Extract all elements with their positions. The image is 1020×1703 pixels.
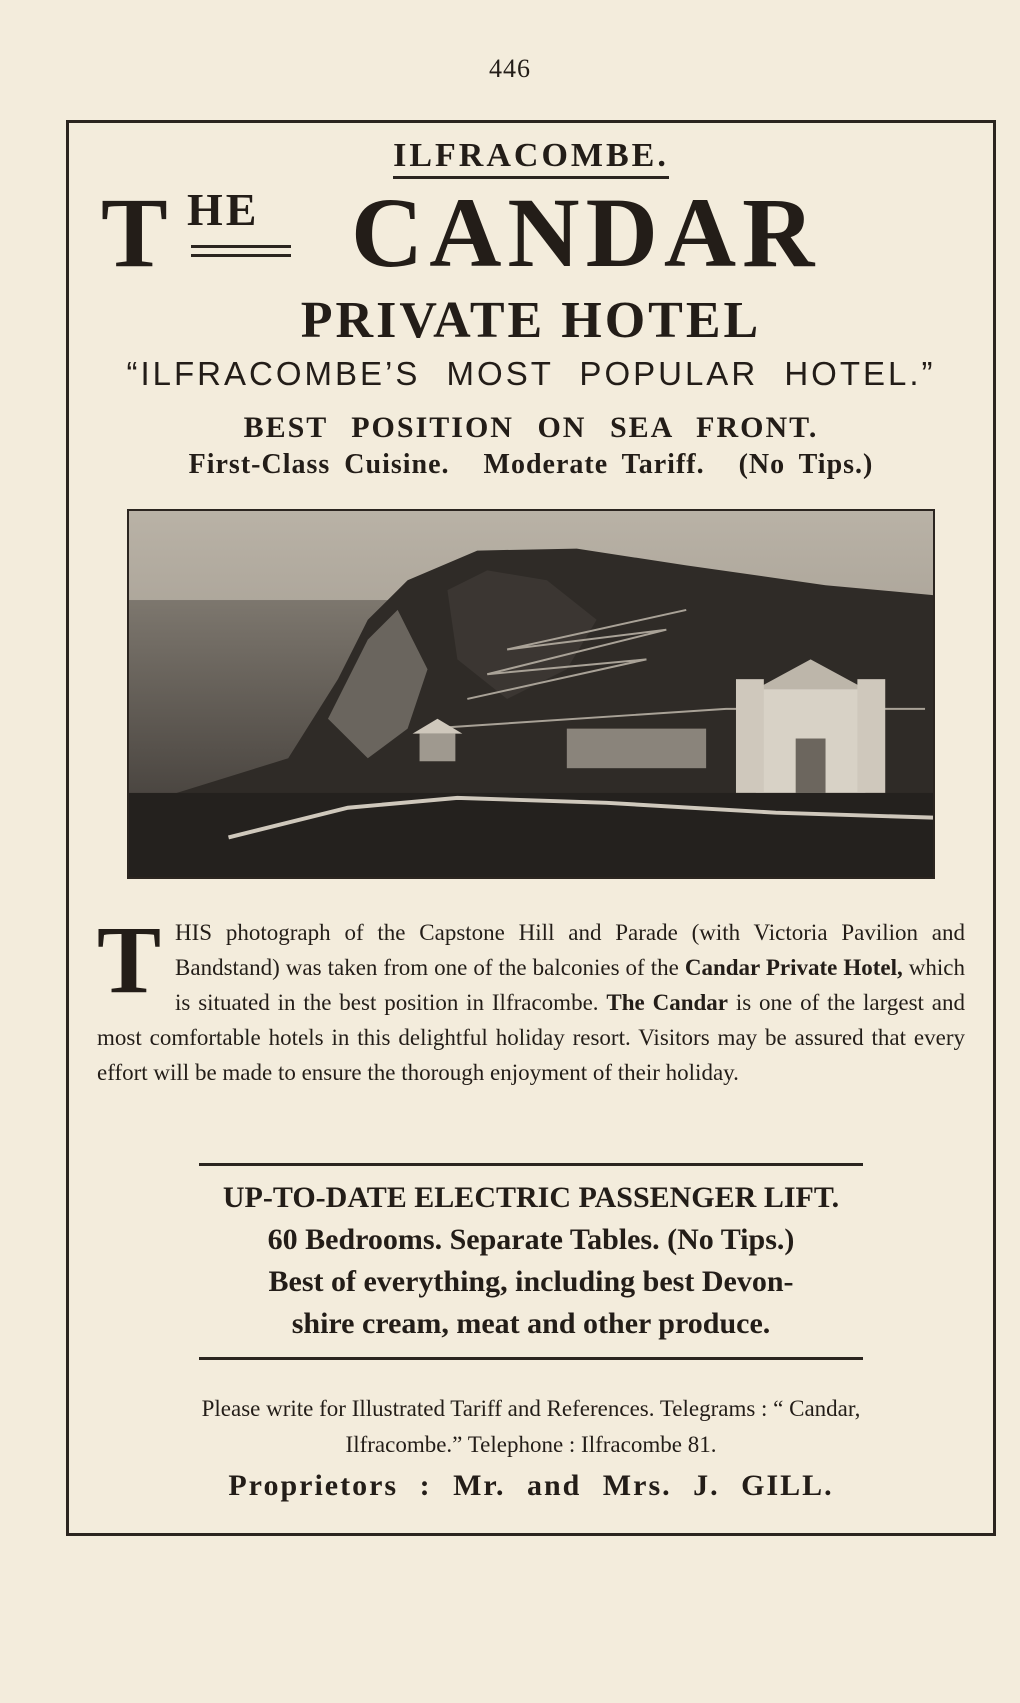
contact-line-1: Please write for Illustrated Tariff and References. Telegrams : “ Candar, <box>201 1396 861 1421</box>
feature-tariff: Moderate Tariff. <box>483 449 705 480</box>
amenity-produce-2: shire cream, meat and other produce. <box>291 1307 771 1340</box>
subtitle: PRIVATE HOTEL <box>300 292 762 349</box>
slogan: “ILFRACOMBE’S MOST POPULAR HOTEL.” <box>126 355 936 392</box>
position-line: BEST POSITION ON SEA FRONT. <box>243 411 819 444</box>
hotel-photograph <box>127 509 935 879</box>
description-bold-2: The Candar <box>606 990 728 1015</box>
page-number: 446 <box>489 54 531 83</box>
divider-bottom <box>199 1357 863 1360</box>
description-bold-1: Candar Private Hotel, <box>684 955 903 980</box>
divider-top <box>199 1163 863 1166</box>
feature-no-tips: (No Tips.) <box>738 449 874 480</box>
description-text-3: is one of the largest and most comfortable hotels in this delightful holiday resort. Visitors may be assured that every effort will be made to ensure the thorough enjoyment of their holiday. <box>97 990 965 1085</box>
amenities-block <box>199 1177 863 1345</box>
description-text-1: HIS photograph of the Capstone Hill and Parade (with Victoria Pavilion and Bandstand) was taken from one of the balconies of the <box>175 920 965 980</box>
title-the-superscript: HE <box>187 184 260 235</box>
amenity-bedrooms: 60 Bedrooms. Separate Tables. (No Tips.) <box>267 1223 795 1256</box>
town-heading: ILFRACOMBE. <box>69 137 993 175</box>
photograph-illustration <box>129 511 933 877</box>
title-candar: CANDAR <box>351 177 821 288</box>
title-the: T HE <box>101 183 168 283</box>
title-the-underline <box>191 245 291 263</box>
features-line <box>69 449 993 481</box>
drop-cap: T <box>97 906 162 1013</box>
contact-info <box>97 1391 965 1463</box>
amenity-lift: UP-TO-DATE ELECTRIC PASSENGER LIFT. <box>222 1181 840 1214</box>
advertisement-frame <box>66 120 996 1536</box>
description-text-2: which is situated in the best position in Ilfracombe. <box>175 955 965 1015</box>
feature-cuisine: First-Class Cuisine. <box>188 449 450 480</box>
contact-line-2: Ilfracombe.” Telephone : Ilfracombe 81. <box>345 1432 717 1457</box>
proprietors-line: Proprietors : Mr. and Mrs. J. GILL. <box>228 1469 834 1502</box>
description-paragraph <box>97 906 965 1090</box>
hotel-title <box>101 177 973 303</box>
amenity-produce-1: Best of everything, including best Devon- <box>268 1265 794 1298</box>
